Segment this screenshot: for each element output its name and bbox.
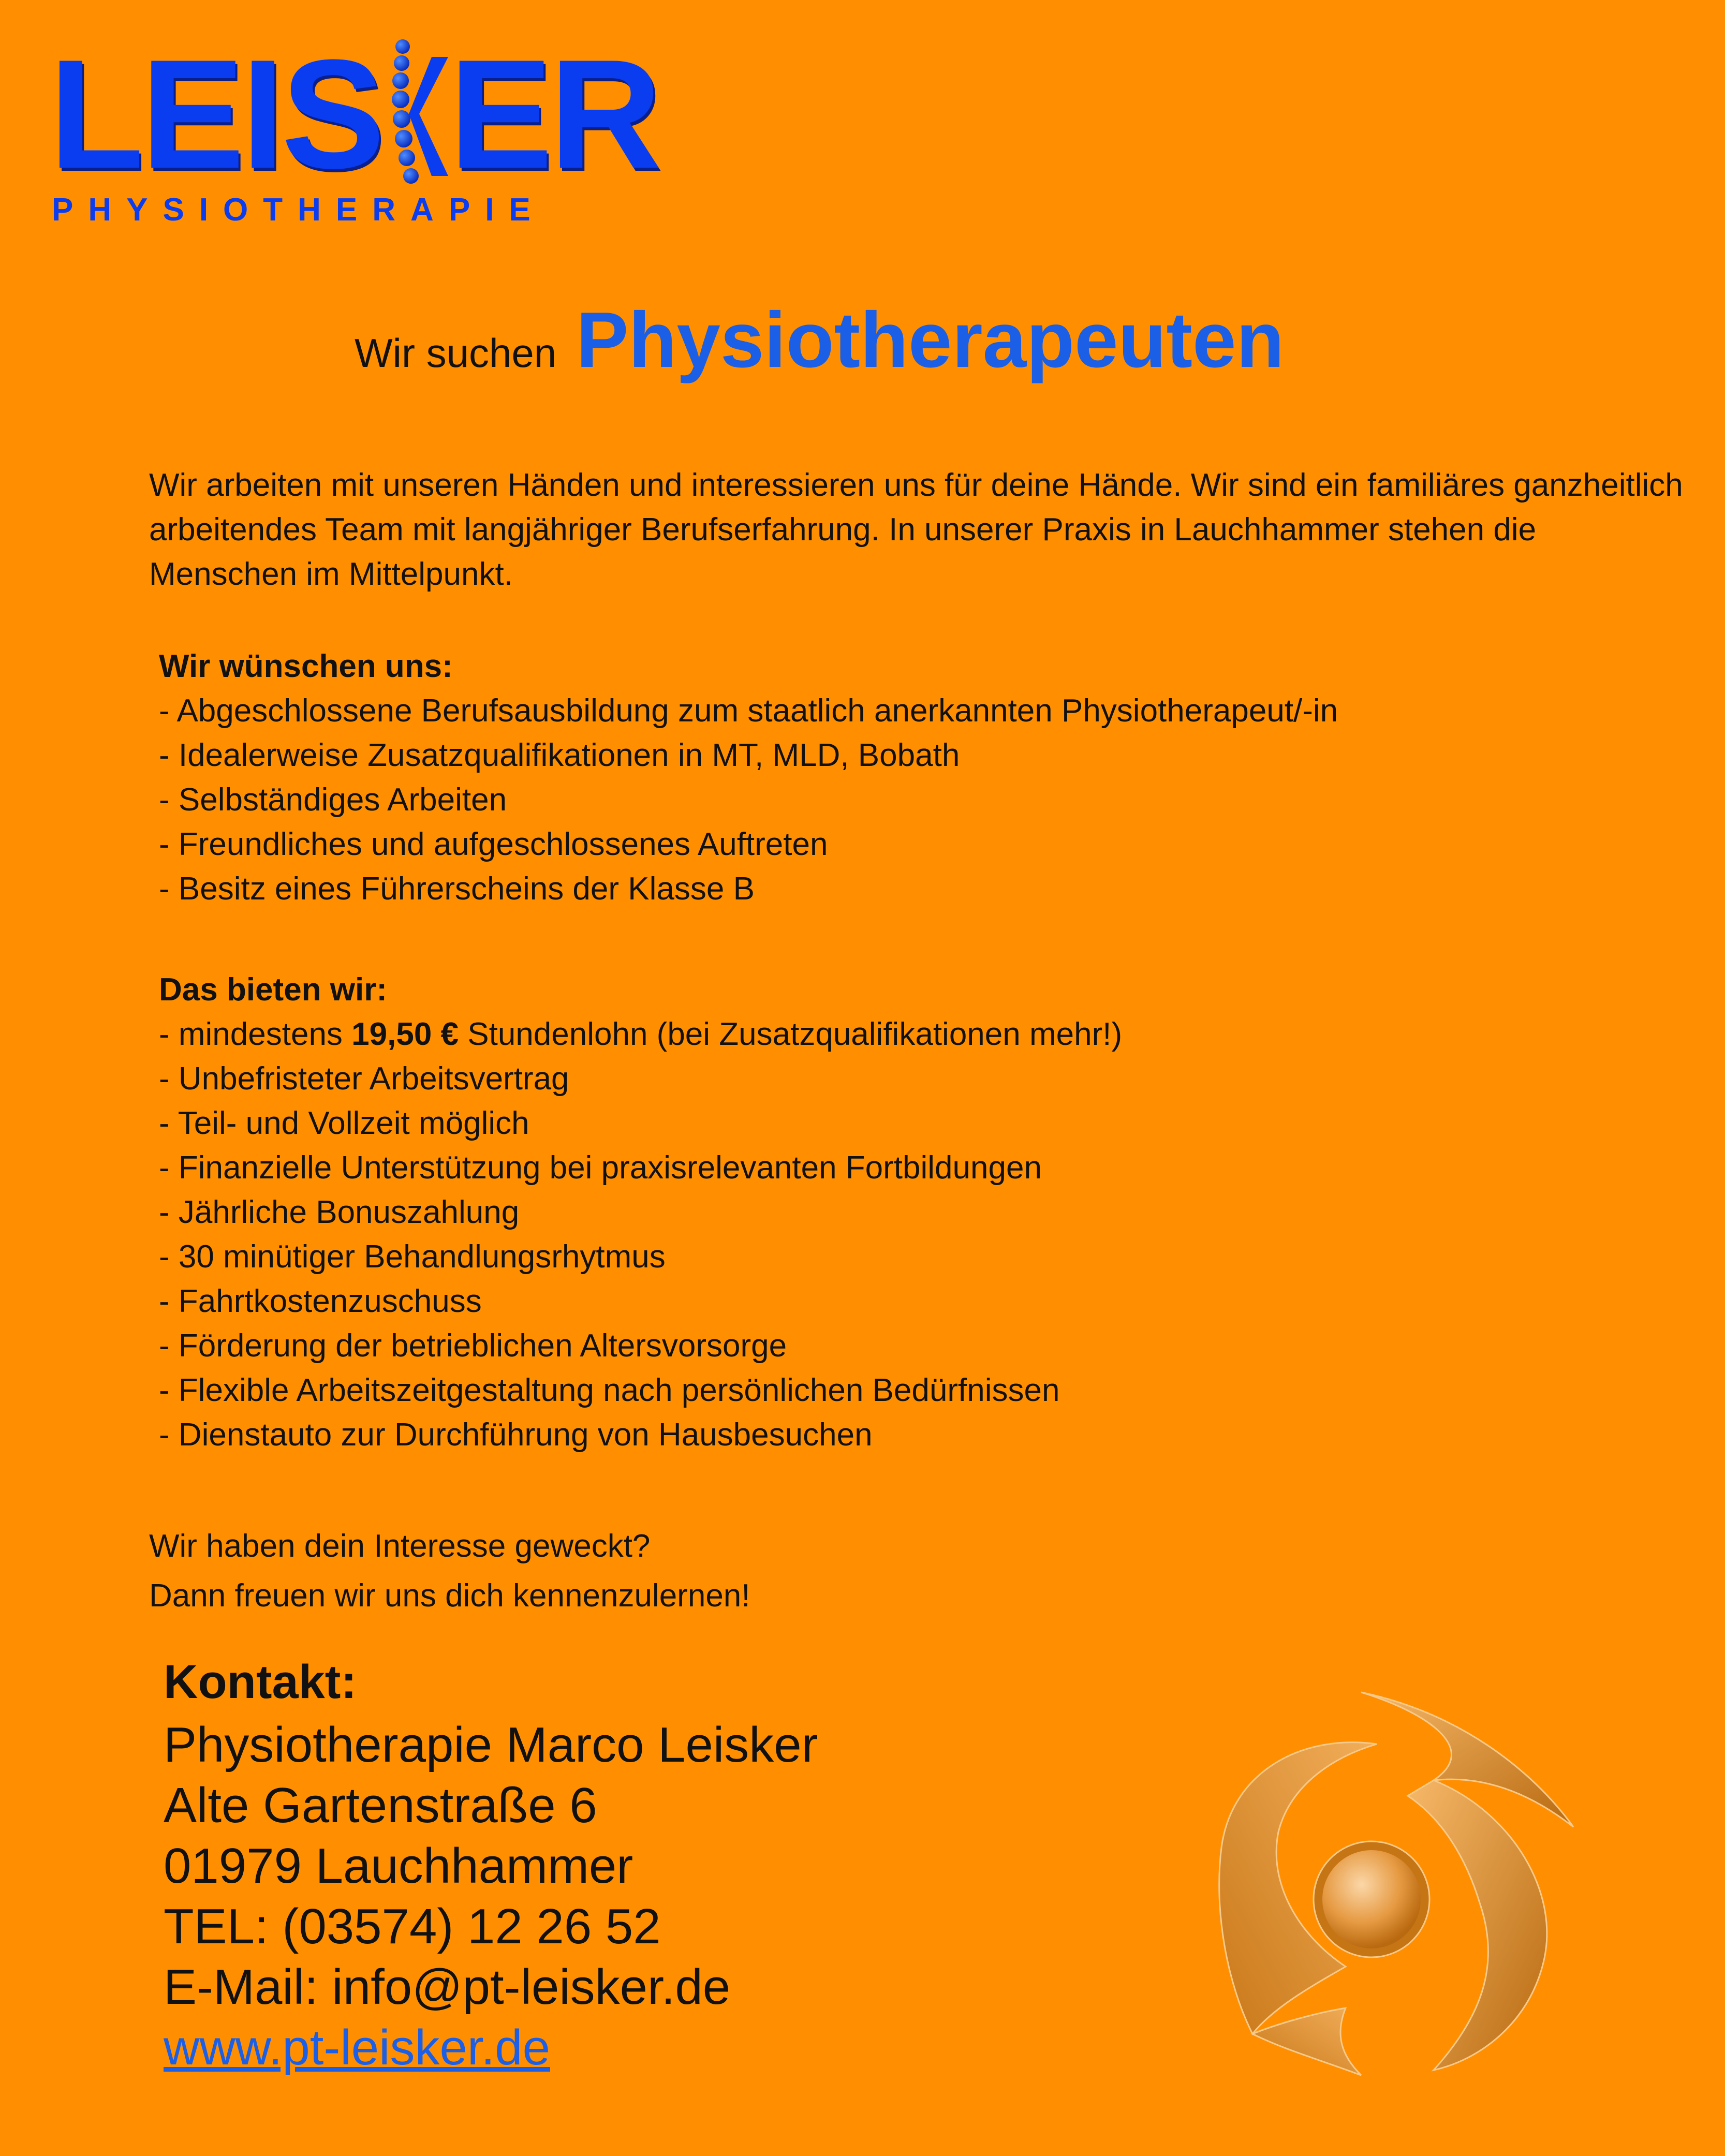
list-item: - 30 minütiger Behandlungsrhytmus bbox=[159, 1239, 666, 1275]
list-item: - Freundliches und aufgeschlossenes Auftreten bbox=[159, 826, 828, 862]
website-link[interactable]: www.pt-leisker.de bbox=[164, 2020, 550, 2075]
closing-line-1: Wir haben dein Interesse geweckt? bbox=[149, 1528, 651, 1564]
list-item: - Selbständiges Arbeiten bbox=[159, 782, 507, 818]
logo-letter: E bbox=[449, 27, 550, 201]
contact-name: Physiotherapie Marco Leisker bbox=[164, 1717, 818, 1773]
logo-letter: E bbox=[141, 27, 242, 201]
logo-letter: S bbox=[281, 27, 382, 201]
logo-letter: L bbox=[49, 27, 141, 201]
headline-title: Physiotherapeuten bbox=[576, 296, 1285, 384]
headline bbox=[355, 295, 1284, 386]
benefits-list bbox=[159, 1012, 1122, 1457]
logo-letter: R bbox=[549, 27, 659, 201]
closing-line-2: Dann freuen wir uns dich kennenzulernen! bbox=[149, 1578, 750, 1614]
wage-suffix: Stundenlohn (bei Zusatzqualifikationen mehr!) bbox=[459, 1016, 1123, 1052]
requirements-section bbox=[159, 644, 1338, 911]
list-item: - Fahrtkostenzuschuss bbox=[159, 1283, 482, 1319]
closing-text bbox=[149, 1522, 750, 1621]
logo-letter: I bbox=[241, 27, 282, 201]
list-item: - Teil- und Vollzeit möglich bbox=[159, 1105, 529, 1141]
requirements-list bbox=[159, 689, 1338, 911]
contact-street: Alte Gartenstraße 6 bbox=[164, 1778, 597, 1833]
benefits-section bbox=[159, 968, 1122, 1457]
list-item: - Unbefristeter Arbeitsvertrag bbox=[159, 1061, 569, 1097]
logo-subtitle: PHYSIOTHERAPIE bbox=[52, 192, 545, 228]
spine-icon bbox=[382, 36, 449, 191]
list-item: - Besitz eines Führerscheins der Klasse B bbox=[159, 871, 755, 907]
intro-paragraph: Wir arbeiten mit unseren Händen und interessieren uns für deine Hände. Wir sind ein familiäres ganzheitlich arbeitendes Team mit langjähriger Berufserfahrung. In unserer Praxis in Lauchhammer stehen die Menschen im Mittelpunkt. bbox=[149, 467, 1683, 592]
contact-heading: Kontakt: bbox=[164, 1656, 357, 1708]
list-item: - Jährliche Bonuszahlung bbox=[159, 1194, 520, 1230]
contact-city: 01979 Lauchhammer bbox=[164, 1838, 633, 1894]
logo-emblem-icon bbox=[1190, 1677, 1594, 2091]
wage-prefix: - mindestens bbox=[159, 1016, 352, 1052]
logo-letter-spine bbox=[382, 36, 449, 191]
logo-wordmark bbox=[49, 27, 659, 201]
contact-block bbox=[164, 1653, 818, 2078]
wage-item bbox=[159, 1012, 1122, 1057]
list-item: - Förderung der betrieblichen Altersvorsorge bbox=[159, 1328, 787, 1364]
wage-amount: 19,50 € bbox=[351, 1016, 459, 1052]
list-item: - Finanzielle Unterstützung bei praxisrelevanten Fortbildungen bbox=[159, 1150, 1042, 1186]
benefits-heading: Das bieten wir: bbox=[159, 972, 387, 1008]
requirements-heading: Wir wünschen uns: bbox=[159, 648, 453, 684]
headline-lead: Wir suchen bbox=[355, 330, 557, 376]
list-item: - Idealerweise Zusatzqualifikationen in MT, MLD, Bobath bbox=[159, 737, 960, 773]
list-item: - Abgeschlossene Berufsausbildung zum staatlich anerkannten Physiotherapeut/-in bbox=[159, 693, 1338, 729]
company-logo bbox=[49, 27, 659, 228]
contact-email: E-Mail: info@pt-leisker.de bbox=[164, 1959, 731, 2015]
list-item: - Flexible Arbeitszeitgestaltung nach persönlichen Bedürfnissen bbox=[159, 1372, 1060, 1408]
list-item: - Dienstauto zur Durchführung von Hausbesuchen bbox=[159, 1417, 873, 1453]
contact-phone: TEL: (03574) 12 26 52 bbox=[164, 1899, 661, 1954]
